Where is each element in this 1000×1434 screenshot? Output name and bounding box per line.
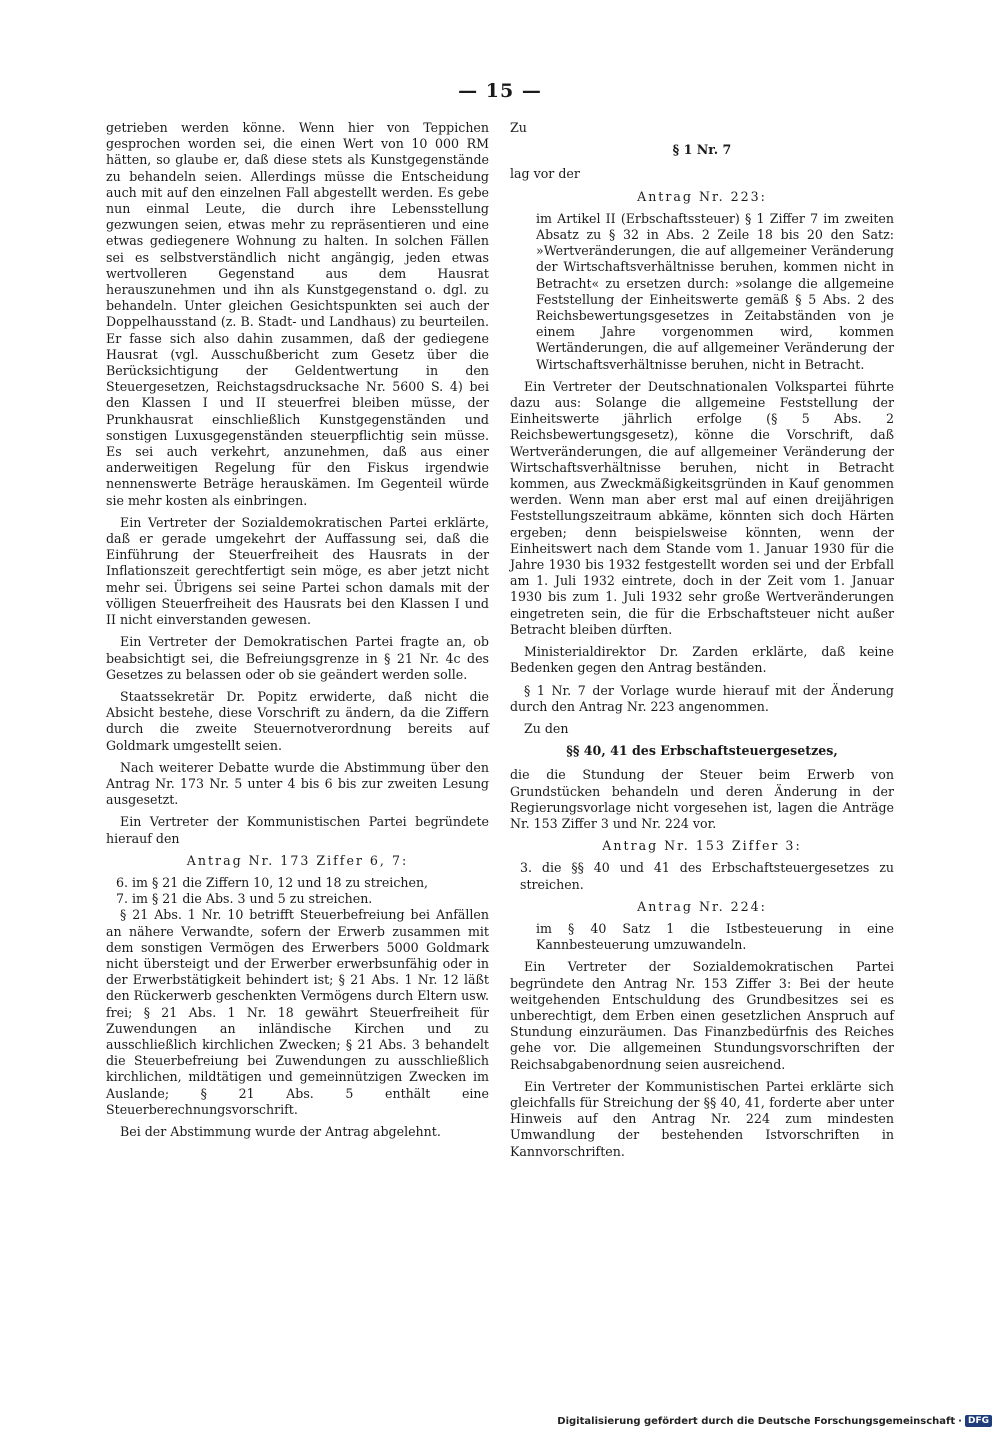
paragraph: Bei der Abstimmung wurde der Antrag abgelehnt. [120, 1123, 441, 1139]
paragraph: Ein Vertreter der Sozialdemokratischen Partei erklärte, daß er gerade umgekehrt der Auffassung sei, daß die Einführung der Steuerfreiheit des Hausrats in der Inflationszeit gerechtfertigt sein möge, es aber jetzt nicht mehr sei. Übrigens sei seine Partei schon damals mit der völligen Steuerfreiheit des Hausrats bei den Klassen I und II nicht einverstanden gewesen. [106, 514, 489, 628]
paragraph: im § 40 Satz 1 die Istbesteuerung in eine Kannbesteuerung umzuwandeln. [536, 920, 894, 953]
paragraph: 6. im § 21 die Ziffern 10, 12 und 18 zu streichen, [116, 874, 429, 890]
paragraph: lag vor der [510, 166, 580, 182]
section-heading: § 1 Nr. 7 [672, 142, 732, 158]
paragraph: Ein Vertreter der Kommunistischen Partei erklärte sich gleichfalls für Streichung der §§ 40, 41, forderte aber unter Hinweis auf den Antrag Nr. 224 zum mindesten Umwandlung der bestehenden Istvorschriften in Kannvorschriften. [510, 1078, 894, 1159]
paragraph: die die Stundung der Steuer beim Erwerb von Grundstücken behandeln und deren Änderung in der Regierungsvorlage nicht vorgesehen ist, lagen die Anträge Nr. 153 Ziffer 3 und Nr. 224 vor. [510, 767, 894, 831]
paragraph: § 21 Abs. 1 Nr. 10 betrifft Steuerbefreiung bei Anfällen an nähere Verwandte, sofern der Erwerb zusammen mit dem sonstigen Vermögen des Erwerbers 5000 Goldmark nicht übersteigt und der Erwerber erwerbsunfähig oder in der Erwerbstätigkeit behindert ist; § 21 Abs. 1 Nr. 12 läßt den Rückerwerb geschenkten Vermögens durch Eltern usw. frei; § 21 Abs. 1 Nr. 18 gewährt Steuerfreiheit für Zuwendungen an inländische Kirchen und zu ausschließlich kirchlichen Zwecken; § 21 Abs. 3 behandelt die Steuerbefreiung bei Zuwendungen zu ausschließlich kirchlichen, mildtätigen und gemeinnützigen Zwecken im Auslande; § 21 Abs. 5 enthält eine Steuerberechnungsvorschrift. [106, 907, 489, 1117]
paragraph: Zu [510, 120, 527, 135]
section-heading: §§ 40, 41 des Erbschaftsteuergesetzes, [566, 743, 838, 759]
paragraph: 3. die §§ 40 und 41 des Erbschaftsteuergesetzes zu streichen. [520, 860, 894, 892]
motion-title: Antrag Nr. 173 Ziffer 6, 7: [186, 852, 409, 868]
paragraph: Ein Vertreter der Demokratischen Partei fragte an, ob beabsichtigt sei, die Befreiungsgrenze in § 21 Nr. 4c des Gesetzes zu belassen oder ob sie geändert werden solle. [106, 634, 489, 682]
paragraph: Staatssekretär Dr. Popitz erwiderte, daß nicht die Absicht bestehe, diese Vorschrift zu ändern, da die Ziffern durch die zweite Steuernotverordnung bereits auf Goldmark umgestellt seien. [106, 688, 489, 753]
paragraph: im Artikel II (Erbschaftssteuer) § 1 Ziffer 7 im zweiten Absatz zu § 32 in Abs. 2 Zeile 18 bis 20 den Satz: »Wertveränderungen, die auf allgemeiner Veränderung der Wirtschaftsverhältnisse beruhen, kommen nicht in Betracht« zu ersetzen durch: »solange die allgemeine Feststellung der Einheitswerte gemäß § 5 Abs. 2 des Reichsbewertungsgesetzes in Zeitabständen von je einem Jahre vorgenommen wird, kommen Wertänderungen, die auf allgemeiner Veränderung der Wirtschaftsverhältnisse beruhen, nicht in Betracht. [536, 210, 894, 372]
dfg-logo: DFG [965, 1415, 992, 1427]
paragraph: Ein Vertreter der Deutschnationalen Volkspartei führte dazu aus: Solange die allgemeine Feststellung der Einheitswerte jährlich erfolge (§ 5 Abs. 2 Reichsbewertungsgesetz), könne die Vorschrift, daß Wertveränderungen, die auf allgemeiner Veränderung der Wirtschaftsverhältnisse beruhen, nicht in Betracht kommen, aus Zweckmäßigkeitsgründen in Kauf genommen werden. Wenn man aber erst mal auf einen dreijährigen Feststellungszeitraum abkäme, könnten sich doch Härten ergeben; denn beispielsweise könnten, wenn der Einheitswert nach dem Stande vom 1. Januar 1930 für die Jahre 1930 bis 1932 festgestellt worden sei und der Erbfall am 1. Juli 1932 eintrete, doch in der Zeit vom 1. Januar 1930 bis zum 1. Juli 1932 sehr große Wertveränderungen eingetreten sein, die für die Erbschaftsteuer nicht außer Betracht bleiben dürften. [510, 378, 894, 637]
paragraph: § 1 Nr. 7 der Vorlage wurde hierauf mit der Änderung durch den Antrag Nr. 223 angenommen. [510, 682, 894, 714]
motion-title: Antrag Nr. 224: [637, 898, 767, 914]
paragraph: Ministerialdirektor Dr. Zarden erklärte, daß keine Bedenken gegen den Antrag beständen. [510, 644, 894, 676]
motion-title: Antrag Nr. 223: [637, 188, 767, 204]
left-column [106, 120, 489, 1146]
footer-text: Digitalisierung gefördert durch die Deutsche Forschungsgemeinschaft [557, 1415, 956, 1427]
right-column [510, 120, 894, 1166]
paragraph: getrieben werden könne. Wenn hier von Teppichen gesprochen worden sei, die einen Wert von 10 000 RM hätten, so glaube er, daß diese stets als Kunstgegenstände zu behandeln seien. Allerdings müsse die Entscheidung auch mit auf den einzelnen Fall abgestellt werden. Es gebe nun einmal Leute, die durch ihre Lebensstellung gezwungen seien, etwas mehr zu repräsentieren und eine etwas gediegenere Wohnung zu halten. In solchen Fällen sei es selbstverständlich nicht angängig, jeden etwas wertvolleren Gegenstand aus dem Hausrat herauszunehmen und ihn als Kunstgegenstand o. dgl. zu behandeln. Unter gleichen Gesichtspunkten sei auch der Doppelhausstand (z. B. Stadt- und Landhaus) zu beurteilen. Er fasse sich also dahin zusammen, daß der gediegene Hausrat (vgl. Ausschußbericht zum Gesetz über die Berücksichtigung der Geldentwertung in den Steuergesetzen, Reichstagsdrucksache Nr. 5600 S. 4) bei den Klassen I und II steuerfrei bleiben müsse, der Prunkhausrat einschließlich Kunstgegenständen und sonstigen Luxusgegenständen steuerpflichtig sein müsse. Es sei auch verkehrt, anzunehmen, daß aus einer anderweitigen Regelung für den Fiskus irgendwie nennenswerte Beträge herauskämen. Im Gegenteil würde sie mehr kosten als einbringen. [106, 120, 489, 508]
paragraph: 7. im § 21 die Abs. 3 und 5 zu streichen. [116, 891, 373, 907]
page-number: — 15 — [458, 80, 542, 102]
paragraph: Ein Vertreter der Sozialdemokratischen Partei begründete den Antrag Nr. 153 Ziffer 3: Bei der heute weitgehenden Entschuldung des Grundbesitzes sei es unberechtigt, dem Erben einen gesetzlichen Anspruch auf Stundung einzuräumen. Das Finanzbedürfnis des Reiches gehe vor. Die allgemeinen Stundungsvorschriften der Reichsabgabenordnung seien ausreichend. [510, 959, 894, 1072]
footer-separator: · [958, 1415, 962, 1427]
footer-credit [557, 1415, 992, 1427]
paragraph: Ein Vertreter der Kommunistischen Partei begründete hierauf den [106, 814, 489, 846]
paragraph: Nach weiterer Debatte wurde die Abstimmung über den Antrag Nr. 173 Nr. 5 unter 4 bis 6 bis zur zweiten Lesung ausgesetzt. [106, 759, 489, 808]
motion-title: Antrag Nr. 153 Ziffer 3: [602, 838, 802, 854]
paragraph: Zu den [524, 720, 569, 736]
